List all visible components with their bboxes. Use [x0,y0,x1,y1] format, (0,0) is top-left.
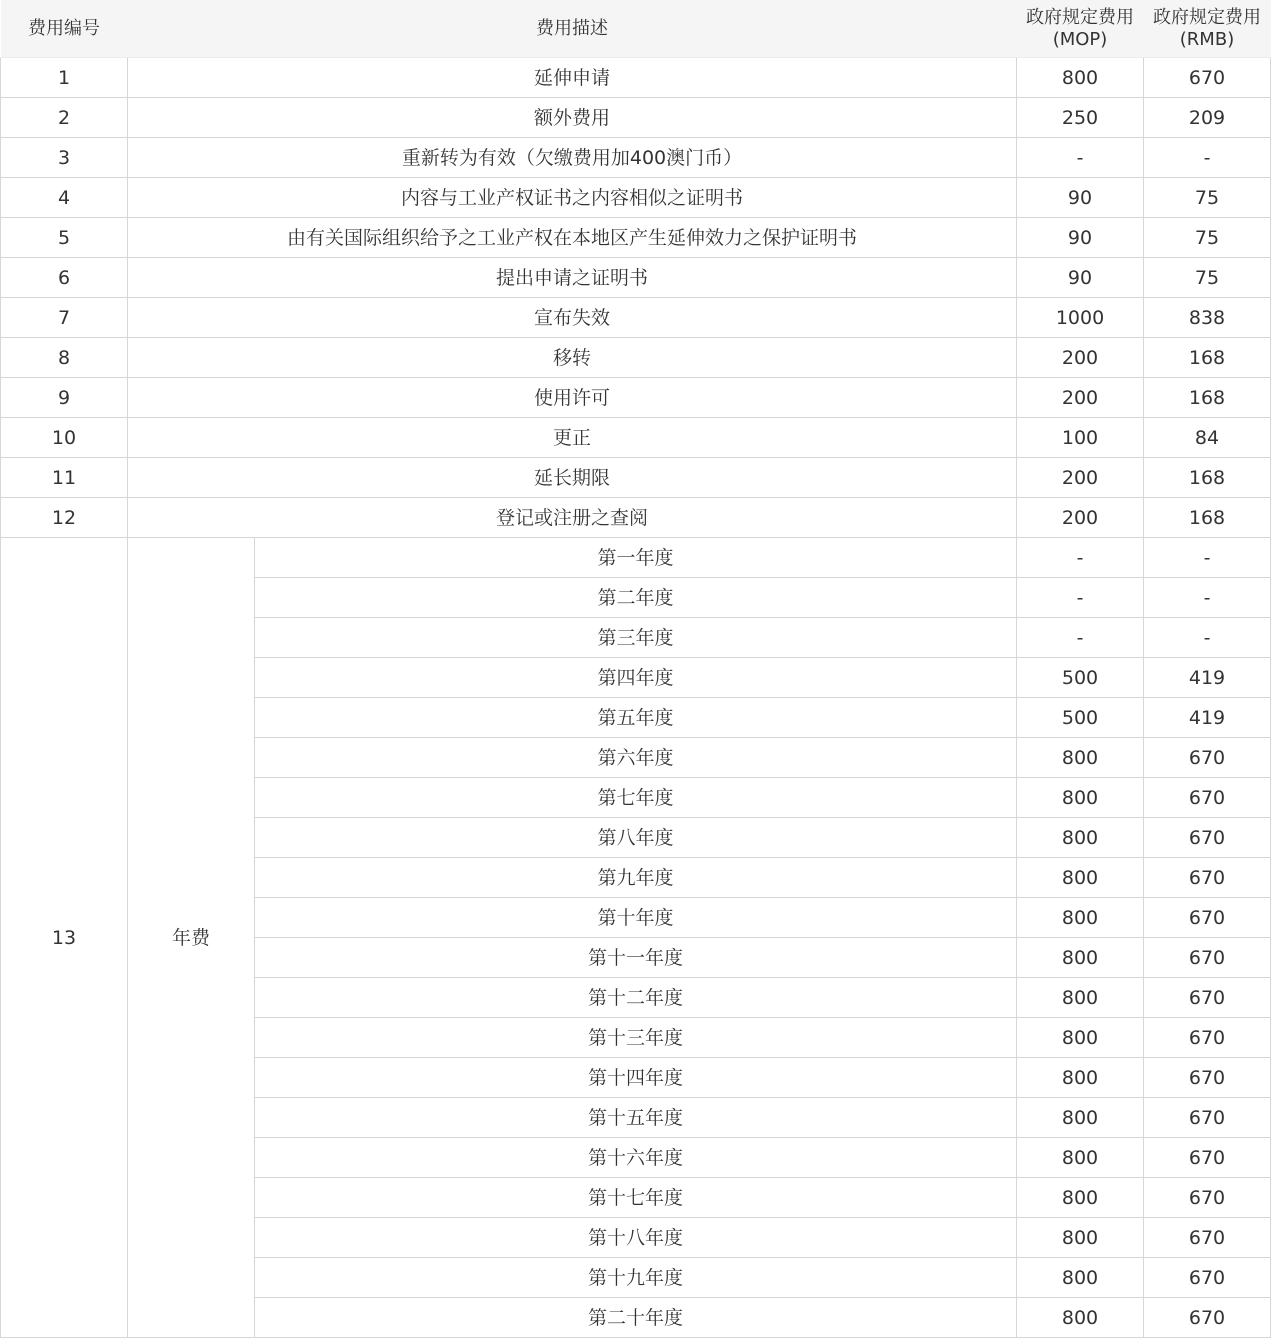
fee-number-cell: 2 [1,98,128,138]
fee-rmb-cell: 209 [1144,98,1271,138]
fee-mop-cell: 800 [1017,1258,1144,1298]
fee-mop-cell: 800 [1017,818,1144,858]
annual-year-cell: 第十年度 [255,898,1017,938]
fee-number-cell: 5 [1,218,128,258]
fee-rmb-cell: 670 [1144,1098,1271,1138]
header-fee-mop-line2: (MOP) [1052,28,1108,50]
fee-number-cell: 1 [1,58,128,98]
fee-description-cell: 使用许可 [128,378,1017,418]
fee-rmb-cell: 670 [1144,738,1271,778]
table-row [1,498,1271,538]
fee-mop-cell: 800 [1017,1138,1144,1178]
fee-rmb-cell: 168 [1144,338,1271,378]
fee-rmb-cell: 75 [1144,258,1271,298]
fee-rmb-cell: 670 [1144,818,1271,858]
header-row [1,0,1271,58]
fee-rmb-cell: 670 [1144,1298,1271,1338]
fee-mop-cell: 200 [1017,498,1144,538]
fee-mop-cell: 800 [1017,1178,1144,1218]
fee-mop-cell: 200 [1017,458,1144,498]
fee-description-cell: 移转 [128,338,1017,378]
fee-rmb-cell: 168 [1144,458,1271,498]
table-row [1,378,1271,418]
fee-rmb-cell: 419 [1144,698,1271,738]
header-fee-number: 费用编号 [1,0,128,58]
annual-year-cell: 第一年度 [255,538,1017,578]
table-row [1,138,1271,178]
fee-mop-cell: 800 [1017,1098,1144,1138]
fee-mop-cell: 800 [1017,1058,1144,1098]
annual-year-cell: 第四年度 [255,658,1017,698]
table-row [1,298,1271,338]
fee-rmb-cell: 670 [1144,778,1271,818]
fee-description-cell: 延伸申请 [128,58,1017,98]
fee-rmb-cell: 670 [1144,938,1271,978]
annual-year-cell: 第十五年度 [255,1098,1017,1138]
fee-mop-cell: 800 [1017,1018,1144,1058]
fee-rmb-cell: 670 [1144,58,1271,98]
table-row [1,98,1271,138]
fee-mop-cell: 500 [1017,698,1144,738]
fee-mop-cell: - [1017,538,1144,578]
header-fee-mop-line1: 政府规定费用 [1026,6,1134,28]
table-row [1,58,1271,98]
annual-year-cell: 第十九年度 [255,1258,1017,1298]
fee-rmb-cell: 670 [1144,1058,1271,1098]
annual-fee-label-cell: 年费 [128,538,255,1338]
fee-mop-cell: 800 [1017,978,1144,1018]
table-row [1,338,1271,378]
header-fee-description: 费用描述 [128,0,1017,58]
fee-description-cell: 登记或注册之查阅 [128,498,1017,538]
annual-year-cell: 第十三年度 [255,1018,1017,1058]
fee-description-cell: 重新转为有效（欠缴费用加400澳门币） [128,138,1017,178]
fee-rmb-cell: 75 [1144,218,1271,258]
fee-rmb-cell: 168 [1144,498,1271,538]
fee-number-cell: 4 [1,178,128,218]
fee-mop-cell: 200 [1017,378,1144,418]
annual-year-cell: 第七年度 [255,778,1017,818]
fee-description-cell: 宣布失效 [128,298,1017,338]
fee-rmb-cell: 670 [1144,1258,1271,1298]
fee-rmb-cell: 670 [1144,1218,1271,1258]
fee-mop-cell: - [1017,138,1144,178]
header-fee-rmb-line2: (RMB) [1179,28,1235,50]
fee-rmb-cell: - [1144,538,1271,578]
fee-description-cell: 提出申请之证明书 [128,258,1017,298]
fee-mop-cell: 800 [1017,898,1144,938]
fee-number-cell: 6 [1,258,128,298]
annual-year-cell: 第九年度 [255,858,1017,898]
fee-mop-cell: 90 [1017,258,1144,298]
fee-mop-cell: - [1017,618,1144,658]
fee-number-cell: 8 [1,338,128,378]
fee-mop-cell: 800 [1017,778,1144,818]
fee-number-cell: 13 [1,538,128,1338]
annual-year-cell: 第十四年度 [255,1058,1017,1098]
annual-year-cell: 第二年度 [255,578,1017,618]
table-row [1,538,1271,578]
fee-rmb-cell: - [1144,618,1271,658]
fee-mop-cell: 250 [1017,98,1144,138]
fee-mop-cell: 100 [1017,418,1144,458]
fee-description-cell: 更正 [128,418,1017,458]
fee-mop-cell: 200 [1017,338,1144,378]
annual-year-cell: 第五年度 [255,698,1017,738]
fee-rmb-cell: 168 [1144,378,1271,418]
annual-year-cell: 第十二年度 [255,978,1017,1018]
fee-rmb-cell: 670 [1144,1138,1271,1178]
header-fee-rmb-line1: 政府规定费用 [1153,6,1261,28]
fee-rmb-cell: 670 [1144,858,1271,898]
fee-mop-cell: 800 [1017,858,1144,898]
fee-rmb-cell: - [1144,138,1271,178]
annual-year-cell: 第六年度 [255,738,1017,778]
fee-rmb-cell: 75 [1144,178,1271,218]
fee-mop-cell: 800 [1017,1298,1144,1338]
fee-number-cell: 11 [1,458,128,498]
table-row [1,418,1271,458]
fee-description-cell: 延长期限 [128,458,1017,498]
fee-table-body [1,58,1271,1338]
fee-number-cell: 12 [1,498,128,538]
fee-description-cell: 额外费用 [128,98,1017,138]
fee-number-cell: 10 [1,418,128,458]
fee-description-cell: 由有关国际组织给予之工业产权在本地区产生延伸效力之保护证明书 [128,218,1017,258]
annual-year-cell: 第十八年度 [255,1218,1017,1258]
fee-number-cell: 3 [1,138,128,178]
header-fee-mop [1017,0,1144,58]
header-fee-rmb [1144,0,1271,58]
fee-table-header [1,0,1271,58]
fee-rmb-cell: 838 [1144,298,1271,338]
fee-mop-cell: - [1017,578,1144,618]
fee-number-cell: 9 [1,378,128,418]
fee-mop-cell: 800 [1017,1218,1144,1258]
annual-year-cell: 第十七年度 [255,1178,1017,1218]
fee-rmb-cell: - [1144,578,1271,618]
fee-mop-cell: 500 [1017,658,1144,698]
table-row [1,178,1271,218]
annual-year-cell: 第十一年度 [255,938,1017,978]
annual-year-cell: 第八年度 [255,818,1017,858]
table-row [1,258,1271,298]
fee-mop-cell: 800 [1017,938,1144,978]
fee-mop-cell: 90 [1017,218,1144,258]
fee-description-cell: 内容与工业产权证书之内容相似之证明书 [128,178,1017,218]
fee-number-cell: 7 [1,298,128,338]
table-row [1,218,1271,258]
fee-rmb-cell: 84 [1144,418,1271,458]
fee-mop-cell: 1000 [1017,298,1144,338]
annual-year-cell: 第十六年度 [255,1138,1017,1178]
fee-rmb-cell: 670 [1144,898,1271,938]
fee-mop-cell: 800 [1017,738,1144,778]
fee-rmb-cell: 419 [1144,658,1271,698]
annual-year-cell: 第二十年度 [255,1298,1017,1338]
annual-year-cell: 第三年度 [255,618,1017,658]
fee-mop-cell: 800 [1017,58,1144,98]
fee-rmb-cell: 670 [1144,1018,1271,1058]
fee-rmb-cell: 670 [1144,1178,1271,1218]
table-row [1,458,1271,498]
fee-rmb-cell: 670 [1144,978,1271,1018]
fee-mop-cell: 90 [1017,178,1144,218]
